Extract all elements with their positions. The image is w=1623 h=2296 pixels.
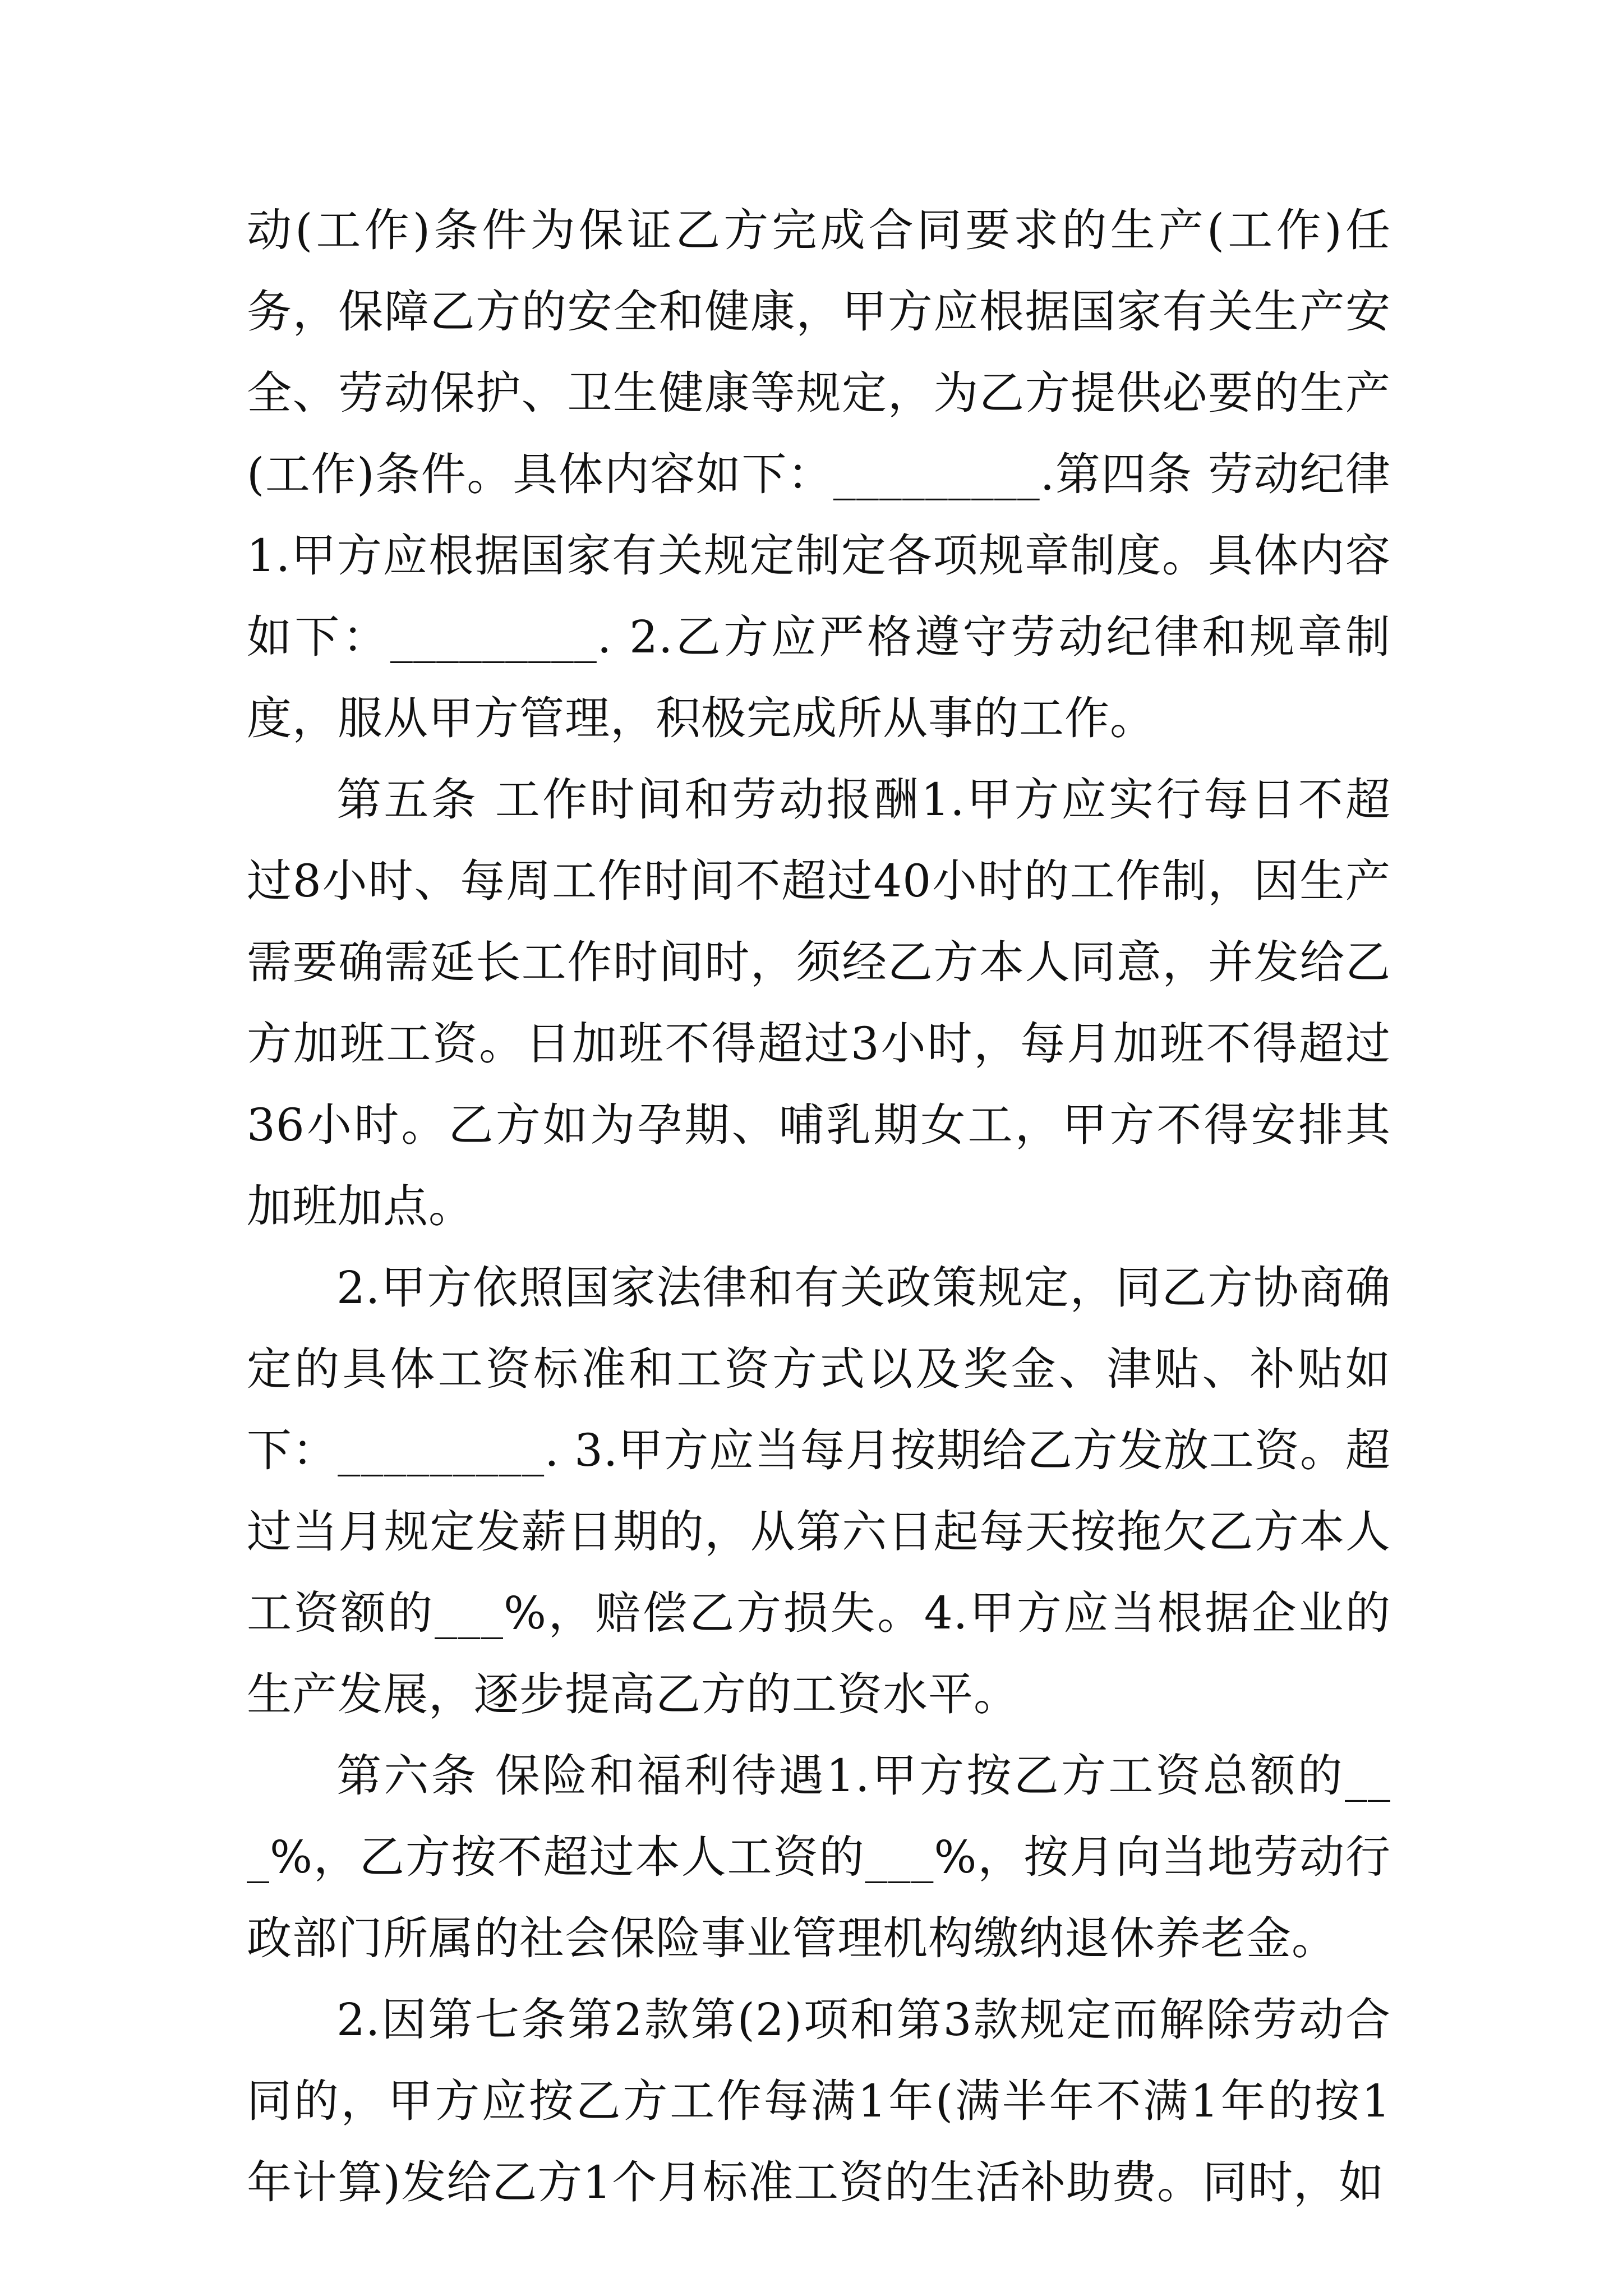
paragraph-article-6-subsidy: 2.因第七条第2款第(2)项和第3款规定而解除劳动合同的，甲方应按乙方工作每满1年(满半年不满1年的按1年计算)发给乙方1个月标准工资的生活补助费。同时，如 xyxy=(247,1994,1391,2208)
paragraph-article-5-hours-pay: 第五条 工作时间和劳动报酬1.甲方应实行每日不超过8小时、每周工作时间不超过40小时的工作制，因生产需要确需延长工作时间时，须经乙方本人同意，并发给乙方加班工资。日加班不得超过3小时，每月加班不得超过36小时。乙方如为孕期、哺乳期女工，甲方不得安排其加班加点。 xyxy=(247,774,1391,1232)
paragraph-working-conditions: 动(工作)条件为保证乙方完成合同要求的生产(工作)任务，保障乙方的安全和健康，甲方应根据国家有关生产安全、劳动保护、卫生健康等规定，为乙方提供必要的生产(工作)条件。具体内容如下：_________.第四条 劳动纪律1.甲方应根据国家有关规定制定各项规章制度。具体内容如下：_________. 2.乙方应严格遵守劳动纪律和规章制度，服从甲方管理，积极完成所从事的工作。 xyxy=(247,204,1391,744)
document-body xyxy=(247,190,1391,2223)
paragraph-article-5-wages: 2.甲方依照国家法律和有关政策规定，同乙方协商确定的具体工资标准和工资方式以及奖金、津贴、补贴如下：_________. 3.甲方应当每月按期给乙方发放工资。超过当月规定发薪日期的，从第六日起每天按拖欠乙方本人工资额的___%，赔偿乙方损失。4.甲方应当根据企业的生产发展，逐步提高乙方的工资水平。 xyxy=(247,1262,1391,1720)
paragraph-article-6-insurance: 第六条 保险和福利待遇1.甲方按乙方工资总额的___%，乙方按不超过本人工资的___%，按月向当地劳动行政部门所属的社会保险事业管理机构缴纳退休养老金。 xyxy=(247,1750,1391,1964)
